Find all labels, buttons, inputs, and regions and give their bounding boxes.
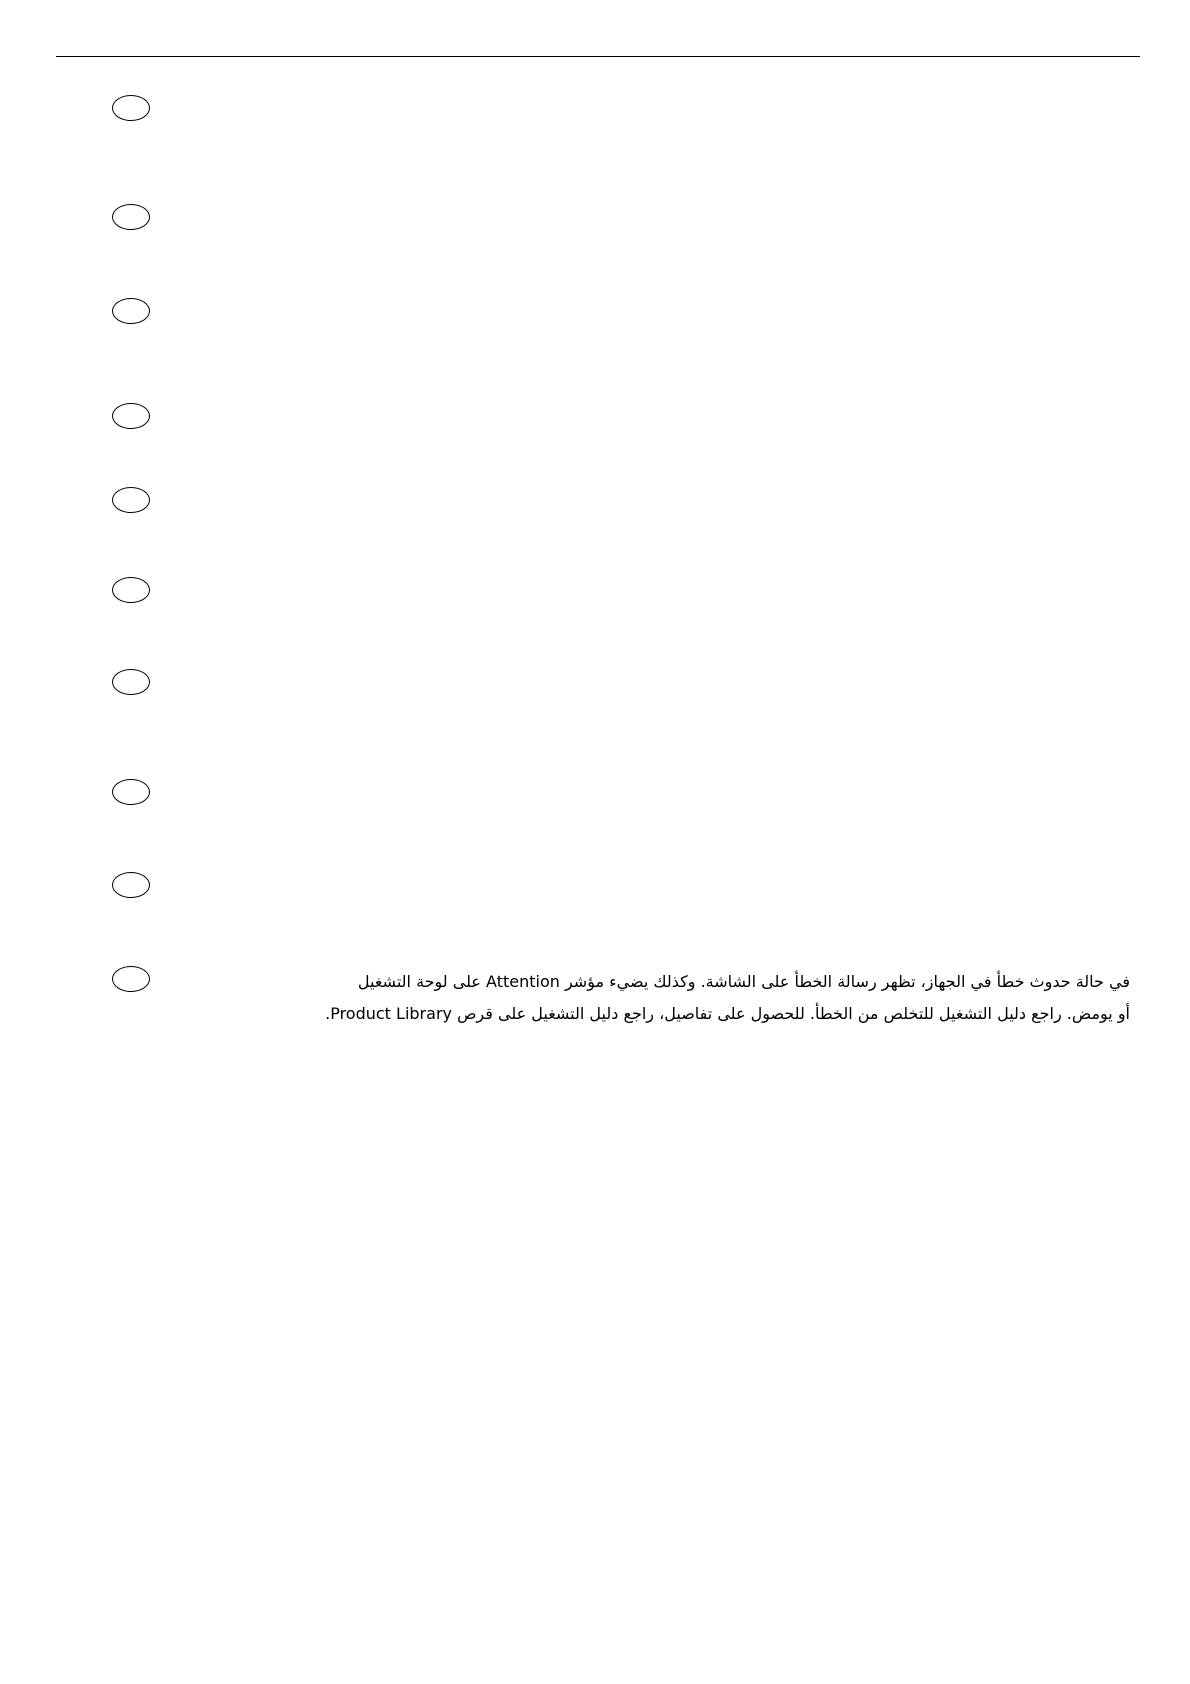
bullet-circle-1 [112, 95, 150, 121]
bullet-circle-7 [112, 669, 150, 695]
paragraph-line-1: في حالة حدوث خطأ في الجهاز، تظهر رسالة الخطأ على الشاشة. وكذلك يضيء مؤشر Attention على لوحة التشغيل [357, 972, 1130, 991]
top-rule [56, 56, 1140, 57]
bullet-circle-5 [112, 487, 150, 513]
error-info-paragraph [280, 966, 1130, 1030]
bullet-circle-9 [112, 872, 150, 898]
bullet-circle-2 [112, 204, 150, 230]
bullet-circle-8 [112, 779, 150, 805]
bullet-circle-10 [112, 966, 150, 992]
bullet-circle-4 [112, 403, 150, 429]
paragraph-line-2: أو يومض. راجع دليل التشغيل للتخلص من الخطأ. للحصول على تفاصيل، راجع دليل التشغيل على قرص Product Library. [325, 1004, 1130, 1023]
bullet-circle-6 [112, 577, 150, 603]
bullet-circle-3 [112, 298, 150, 324]
